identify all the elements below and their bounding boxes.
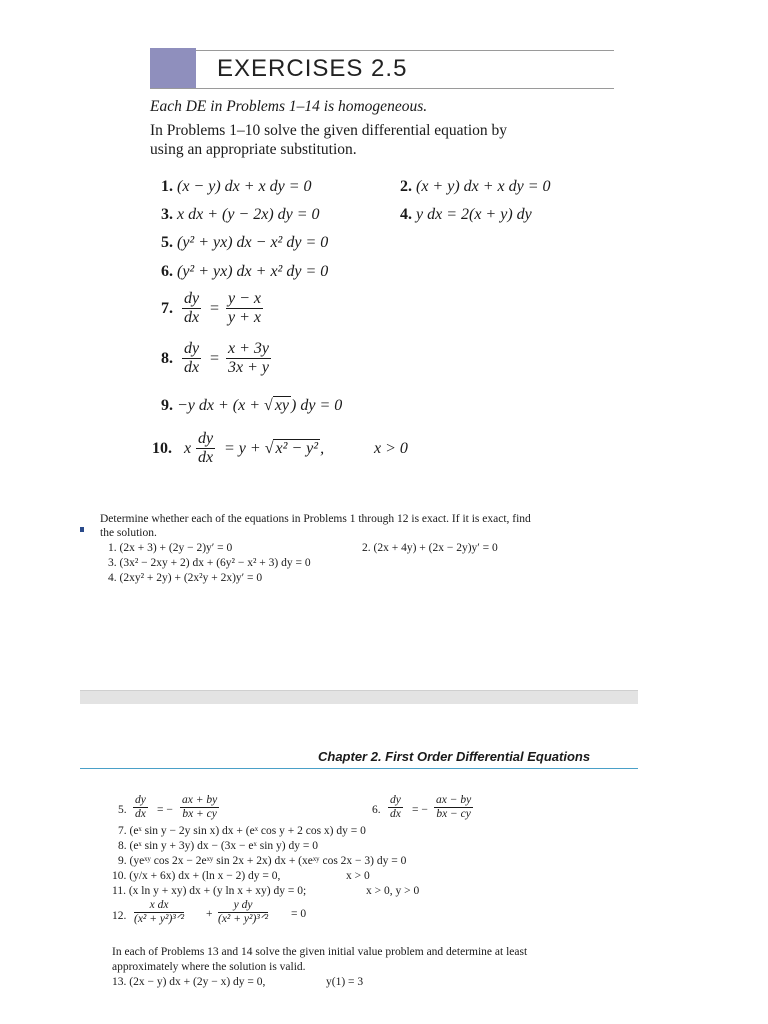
problem-7-lhs: $\frac{dy}{dx}$ — [184, 290, 200, 326]
exact-problem-5-equals: = − — [157, 804, 173, 816]
exact-problem-8: 8. (eˣ sin y + 3y) dx − (3x − eˣ sin y) dy = 0 — [118, 840, 318, 852]
header-rule-bottom — [150, 88, 614, 89]
header-color-block — [150, 48, 196, 88]
ivp-problem-13: 13. (2x − y) dx + (2y − x) dy = 0, — [112, 976, 266, 988]
problem-2: 2. (x + y) dx + x dy = 0 — [400, 178, 551, 195]
problem-7-number: 7. — [161, 300, 173, 317]
problem-4: 4. y dx = 2(x + y) dy — [400, 206, 532, 223]
problem-5: 5. (y² + yx) dx − x² dy = 0 — [161, 234, 329, 251]
exact-problem-4: 4. (2xy² + 2y) + (2x²y + 2x)y′ = 0 — [108, 572, 263, 584]
header-rule-top — [196, 50, 614, 51]
exact-problem-12-term-1: x dx (x² + y²)³ᐟ² — [134, 899, 185, 925]
exact-problem-6-equals: = − — [412, 804, 428, 816]
exact-problem-9: 9. (yeˣʸ cos 2x − 2eˣʸ sin 2x + 2x) dx + (xeˣʸ cos 2x − 3) dy = 0 — [118, 855, 407, 867]
exact-problem-1: 1. (2x + 3) + (2y − 2)y′ = 0 — [108, 542, 233, 554]
exact-intro-line-1: Determine whether each of the equations in Problems 1 through 12 is exact. If it is exact, find — [100, 513, 531, 525]
problem-3: 3. x dx + (y − 2x) dy = 0 — [161, 206, 320, 223]
chapter-title: Chapter 2. First Order Differential Equations — [318, 749, 591, 764]
homogeneous-note: Each DE in Problems 1–14 is homogeneous. — [150, 98, 428, 115]
problem-10-condition: x > 0 — [374, 440, 408, 457]
exact-problem-5-lhs: $\frac{dy}{dx}$ — [135, 794, 146, 820]
ivp-problem-13-condition: y(1) = 3 — [326, 976, 364, 988]
problem-9: 9. −y dx + (x + √ xy ) dy = 0 — [161, 397, 343, 414]
problem-10-number: 10. — [152, 440, 172, 457]
exact-problem-11: 11. (x ln y + xy) dx + (y ln x + xy) dy = 0; — [112, 885, 307, 897]
problem-8-rhs: $\frac{x + 3y}{3x + y}$ — [228, 340, 269, 376]
exact-problem-5-number: 5. — [118, 804, 127, 816]
exact-problem-2: 2. (2x + 4y) + (2x − 2y)y′ = 0 — [362, 542, 498, 554]
exact-problem-12-term-2: y dy (x² + y²)³ᐟ² — [218, 899, 269, 925]
exact-problem-11-condition: x > 0, y > 0 — [366, 885, 420, 897]
instructions-line-1: In Problems 1–10 solve the given differential equation by — [150, 122, 507, 139]
problem-6: 6. (y² + yx) dx + x² dy = 0 — [161, 263, 329, 280]
ivp-intro-line-2: approximately where the solution is valid. — [112, 961, 306, 973]
exact-problem-12-number: 12. — [112, 910, 127, 922]
exact-problem-6-rhs: $\frac{ax - by}{bx - cy}$ — [436, 794, 472, 820]
problem-10-rhs: = y + √ x² − y² , — [224, 440, 325, 457]
problem-8-lhs: $\frac{dy}{dx}$ — [184, 340, 200, 376]
exact-problem-6-number: 6. — [372, 804, 381, 816]
exact-problem-5-rhs: $\frac{ax + by}{bx + cy}$ — [182, 794, 218, 820]
exact-problem-3: 3. (3x² − 2xy + 2) dx + (6y² − x² + 3) dy = 0 — [108, 557, 311, 569]
problem-8-number: 8. — [161, 350, 173, 367]
ivp-intro-line-1: In each of Problems 13 and 14 solve the given initial value problem and determine at least — [112, 946, 528, 958]
problem-1: 1. (x − y) dx + x dy = 0 — [161, 178, 312, 195]
exact-problem-12-plus: + — [206, 908, 213, 920]
exact-problem-10: 10. (y/x + 6x) dx + (ln x − 2) dy = 0, — [112, 870, 281, 882]
problem-10-x: x — [184, 440, 192, 457]
page-separator-edge — [80, 690, 638, 691]
bullet-marker — [80, 527, 84, 532]
exact-problem-12-equals: = 0 — [291, 908, 307, 920]
problem-7-equals: = — [210, 300, 220, 317]
exact-intro-line-2: the solution. — [100, 527, 157, 539]
problem-7-rhs: $\frac{y - x}{y + x}$ — [228, 290, 261, 326]
instructions-line-2: using an appropriate substitution. — [150, 141, 357, 158]
page-separator — [80, 690, 638, 704]
exact-problem-10-condition: x > 0 — [346, 870, 370, 882]
problem-10-lhs: $\frac{dy}{dx}$ — [198, 430, 214, 466]
problem-8-equals: = — [210, 350, 220, 367]
exact-problem-6-lhs: $\frac{dy}{dx}$ — [390, 794, 401, 820]
exercises-title: EXERCISES 2.5 — [217, 55, 408, 82]
exact-problem-7: 7. (eˣ sin y − 2y sin x) dx + (eˣ cos y + 2 cos x) dy = 0 — [118, 825, 366, 837]
chapter-rule — [80, 768, 638, 769]
